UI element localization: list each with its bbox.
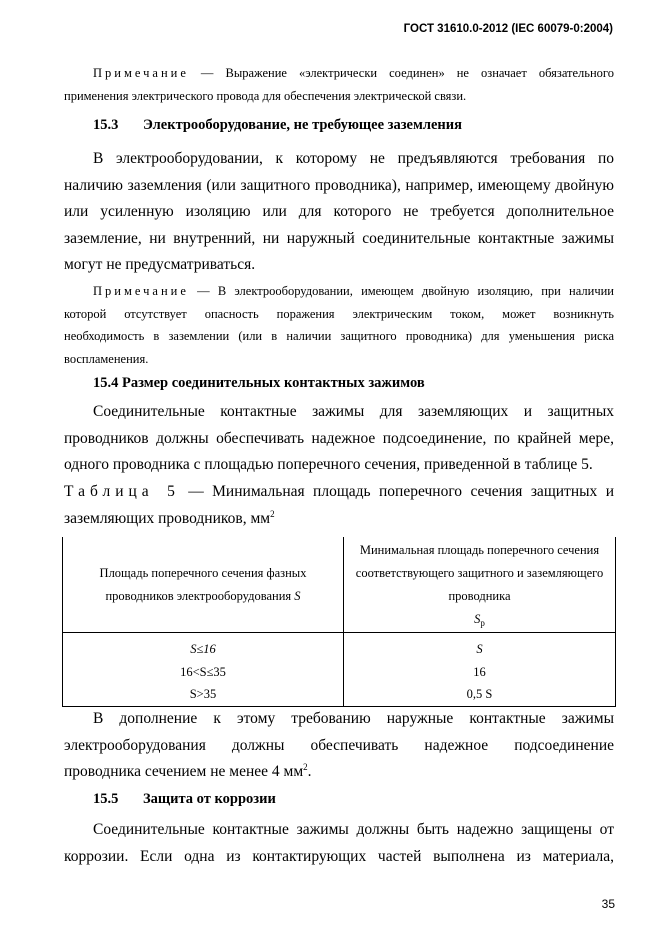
note-text: — Выражение «электрически соединен» не означает обязательного <box>188 66 614 80</box>
table-cell: S≤16 <box>63 638 344 661</box>
table-cell: 16<S≤35 <box>63 661 344 684</box>
paragraph-line: В дополнение к этому требованию наружные контактные зажимы <box>93 710 614 727</box>
note-label: Примечание <box>93 284 189 298</box>
section-heading-15-3 <box>93 117 462 134</box>
note-1 <box>64 62 614 107</box>
paragraph-line: наличию заземления (или защитного проводника), например, имеющему двойную <box>64 176 614 194</box>
table-label: Таблица 5 <box>64 483 180 500</box>
table-5 <box>62 537 616 707</box>
paragraph-line: В электрооборудовании, к которому не предъявляются требования по <box>93 150 614 167</box>
section-15-3-paragraph <box>64 146 614 279</box>
paragraph-line: Соединительные контактные зажимы должны быть надежно защищены от <box>93 821 614 838</box>
section-title: Защита от коррозии <box>143 791 276 807</box>
table-5-caption <box>64 479 614 532</box>
paragraph-line: коррозии. Если одна из контактирующих частей выполнена из материала, <box>64 847 614 865</box>
table-cell: S>35 <box>63 683 344 706</box>
note-2 <box>64 280 614 370</box>
paragraph-line: Соединительные контактные зажимы для заземляющих и защитных <box>93 403 614 420</box>
table-row <box>63 638 616 661</box>
note-text: необходимость в заземлении (или в наличии защитного проводника) для уменьшения риска <box>64 329 614 343</box>
table-row <box>63 683 616 706</box>
after-table-paragraph: В дополнение к этому требованию наружные контактные зажимы электрооборудования должны обеспечивать надежное подсоединение проводника сечением не менее 4 $мм^2$. <box>64 706 614 786</box>
table-cell: S <box>344 638 616 661</box>
unit-exponent: 2 <box>270 508 275 519</box>
section-number: 15.5 <box>93 791 119 807</box>
section-heading-15-4: 15.4 Размер соединительных контактных зажимов <box>93 375 425 391</box>
caption-text: заземляющих проводников, мм <box>64 509 271 527</box>
table-cell: 16 <box>344 661 616 684</box>
section-number: 15.3 <box>93 117 119 133</box>
table-header-row <box>63 537 616 633</box>
paragraph-line: проводника сечением не менее 4 мм <box>64 763 304 781</box>
column-header-phase-section: Площадь поперечного сечения фазных проводников электрооборудования S <box>63 537 344 633</box>
paragraph-line: заземление, ни внутренний, ни наружный соединительные контактные зажимы <box>64 229 614 247</box>
note-text: которой отсутствует опасность поражения электрическим током, может возникнуть <box>64 306 614 321</box>
page-number: 35 <box>601 897 615 911</box>
note-text: применения электрического провода для обеспечения электрической связи. <box>64 88 467 103</box>
paragraph-line: или усиленную изоляцию или для которого не требуется дополнительное <box>64 203 614 221</box>
caption-text: — Минимальная площадь поперечного сечения защитных и <box>179 483 614 500</box>
table-cell: 0,5 S <box>344 683 616 706</box>
column-header-protective-section: Минимальная площадь поперечного сечения соответствующего защитного и заземляющего проводника $S_p$ <box>344 537 616 633</box>
note-label: Примечание <box>93 66 189 80</box>
section-heading-15-5 <box>93 791 276 808</box>
note-text: — В электрооборудовании, имеющем двойную изоляцию, при наличии <box>188 284 614 298</box>
table-row <box>63 661 616 684</box>
paragraph-line: электрооборудования должны обеспечивать надежное подсоединение <box>64 736 614 754</box>
standard-header: ГОСТ 31610.0-2012 (IEC 60079-0:2004) <box>403 23 613 35</box>
note-text: воспламенения. <box>64 351 149 366</box>
section-15-4-paragraph <box>64 399 614 479</box>
paragraph-line: одного проводника с площадью поперечного сечения, приведенной в таблице 5. <box>64 456 593 474</box>
section-15-5-paragraph <box>64 817 614 870</box>
section-title: Электрооборудование, не требующее заземления <box>143 117 462 133</box>
paragraph-line: могут не предусматриваться. <box>64 256 256 274</box>
paragraph-line: проводников должны обеспечивать надежное подсоединение, по крайней мере, <box>64 429 614 447</box>
